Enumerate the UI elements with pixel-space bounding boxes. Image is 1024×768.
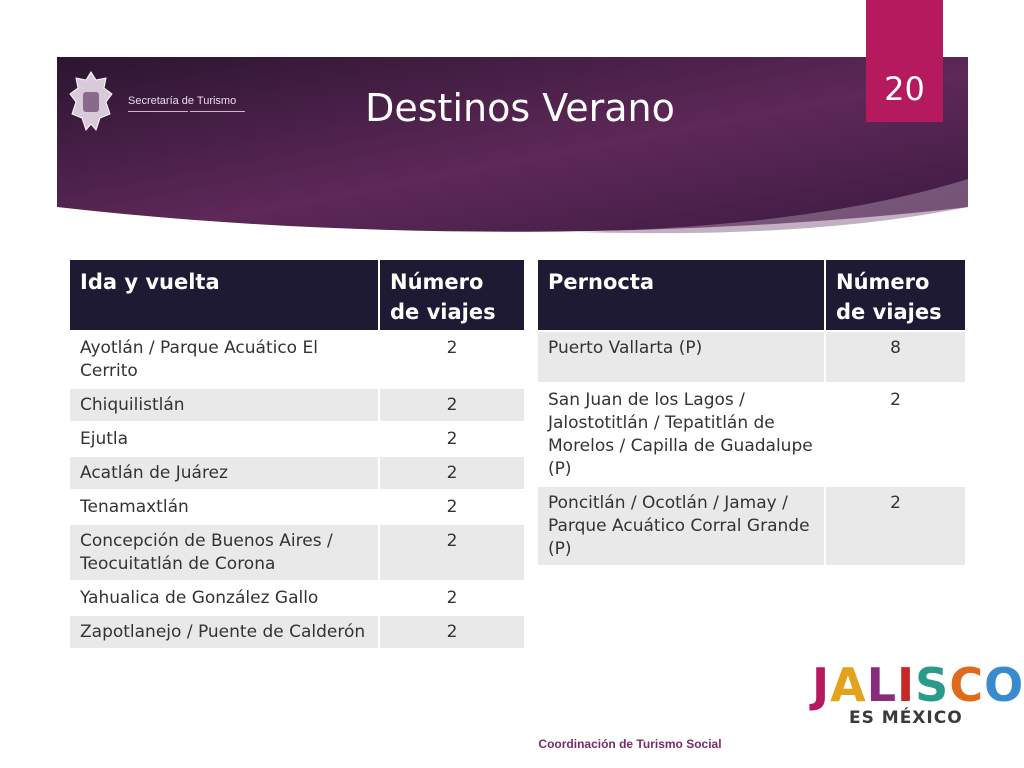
- table-row: [69, 422, 525, 456]
- table-row: [69, 615, 525, 649]
- destination-cell: Ejutla: [69, 422, 379, 456]
- column-header: Número de viajes: [379, 259, 525, 331]
- secretaria-logo: [66, 68, 256, 138]
- brand-letter: O: [984, 658, 1024, 712]
- brand-letter: I: [897, 658, 916, 712]
- destination-cell: Concepción de Buenos Aires / Teocuitatlán de Corona: [69, 524, 379, 581]
- column-header: Ida y vuelta: [69, 259, 379, 331]
- trips-cell: 2: [379, 581, 525, 615]
- column-header: Pernocta: [537, 259, 825, 331]
- trips-cell: 2: [825, 383, 966, 486]
- table-row: [69, 388, 525, 422]
- destination-cell: Yahualica de González Gallo: [69, 581, 379, 615]
- brand-letter: S: [915, 658, 950, 712]
- column-header: Número de viajes: [825, 259, 966, 331]
- destination-cell: Puerto Vallarta (P): [537, 331, 825, 383]
- destination-cell: Chiquilistlán: [69, 388, 379, 422]
- brand-letter: A: [830, 658, 867, 712]
- table-row: [69, 331, 525, 388]
- destination-cell: San Juan de los Lagos / Jalostotitlán / Tepatitlán de Morelos / Capilla de Guadalupe (P): [537, 383, 825, 486]
- trips-cell: 2: [379, 456, 525, 490]
- jalisco-wordmark: [812, 660, 1024, 710]
- logo-divider: [128, 111, 188, 112]
- brand-letter: J: [812, 658, 831, 712]
- footer-text: Coordinación de Turismo Social: [538, 737, 722, 751]
- trips-cell: 2: [379, 388, 525, 422]
- page-number-tab: [866, 0, 943, 122]
- logo-divider: [190, 111, 245, 112]
- table-ida-y-vuelta: [68, 258, 526, 650]
- destination-cell: Ayotlán / Parque Acuático El Cerrito: [69, 331, 379, 388]
- destination-cell: Acatlán de Juárez: [69, 456, 379, 490]
- logo-text: Secretaría de Turismo: [128, 95, 237, 107]
- trips-cell: 2: [825, 486, 966, 566]
- brand-subtitle: ES MÉXICO: [849, 708, 963, 728]
- brand-letter: C: [949, 658, 985, 712]
- table-row: [69, 581, 525, 615]
- brand-letter: L: [866, 658, 898, 712]
- jalisco-logo: [812, 658, 1024, 730]
- destination-cell: Tenamaxtlán: [69, 490, 379, 524]
- trips-cell: 2: [379, 524, 525, 581]
- table-row: [69, 490, 525, 524]
- coat-of-arms-icon: [66, 68, 116, 136]
- table-row: [69, 456, 525, 490]
- trips-cell: 2: [379, 490, 525, 524]
- table-header-row: [69, 259, 525, 331]
- table-row: [537, 486, 966, 566]
- table-row: [537, 331, 966, 383]
- slide-title: Destinos Verano: [365, 86, 675, 130]
- table-row: [537, 383, 966, 486]
- trips-cell: 2: [379, 331, 525, 388]
- table-header-row: [537, 259, 966, 331]
- destination-cell: Poncitlán / Ocotlán / Jamay / Parque Acuático Corral Grande (P): [537, 486, 825, 566]
- trips-cell: 2: [379, 422, 525, 456]
- table-row: [69, 524, 525, 581]
- trips-cell: 8: [825, 331, 966, 383]
- trips-cell: 2: [379, 615, 525, 649]
- page-number: 20: [884, 70, 925, 108]
- destination-cell: Zapotlanejo / Puente de Calderón: [69, 615, 379, 649]
- table-pernocta: [536, 258, 967, 567]
